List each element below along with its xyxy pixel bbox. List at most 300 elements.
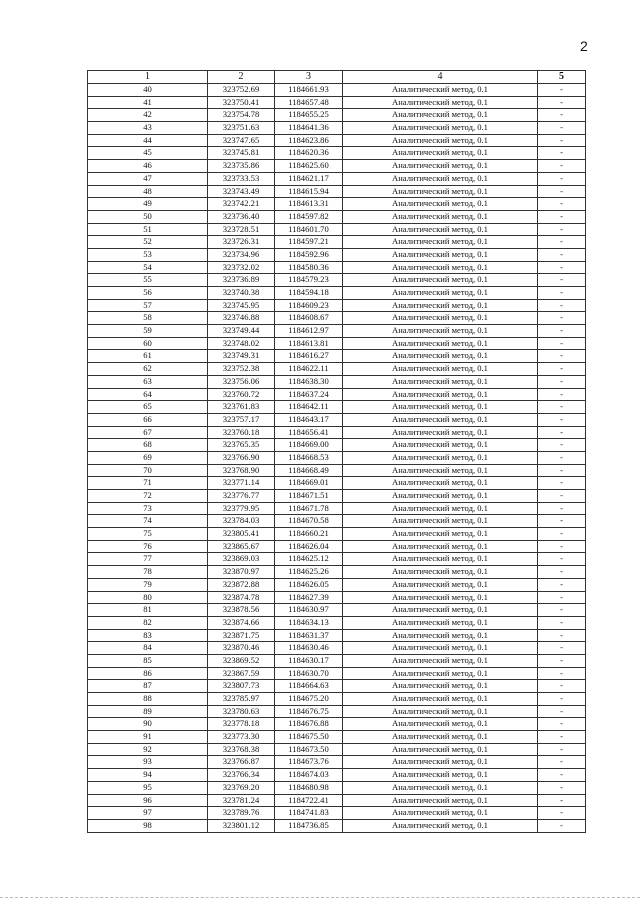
table-row xyxy=(88,413,586,426)
y-coordinate-cell: 1184671.51 xyxy=(275,490,343,503)
note-cell: - xyxy=(538,540,586,553)
method-cell: Аналитический метод, 0.1 xyxy=(343,413,538,426)
note-cell: - xyxy=(538,426,586,439)
point-number-cell: 58 xyxy=(88,312,208,325)
table-row xyxy=(88,616,586,629)
method-cell: Аналитический метод, 0.1 xyxy=(343,490,538,503)
method-cell: Аналитический метод, 0.1 xyxy=(343,743,538,756)
y-coordinate-cell: 1184627.39 xyxy=(275,591,343,604)
note-cell: - xyxy=(538,794,586,807)
y-coordinate-cell: 1184579.23 xyxy=(275,274,343,287)
method-cell: Аналитический метод, 0.1 xyxy=(343,147,538,160)
point-number-cell: 52 xyxy=(88,236,208,249)
note-cell: - xyxy=(538,388,586,401)
note-cell: - xyxy=(538,819,586,832)
method-cell: Аналитический метод, 0.1 xyxy=(343,451,538,464)
table-row xyxy=(88,654,586,667)
x-coordinate-cell: 323766.87 xyxy=(208,756,275,769)
x-coordinate-cell: 323865.67 xyxy=(208,540,275,553)
y-coordinate-cell: 1184664.63 xyxy=(275,680,343,693)
point-number-cell: 67 xyxy=(88,426,208,439)
y-coordinate-cell: 1184626.05 xyxy=(275,578,343,591)
page-number: 2 xyxy=(580,38,588,54)
table-row xyxy=(88,147,586,160)
y-coordinate-cell: 1184657.48 xyxy=(275,96,343,109)
table-row xyxy=(88,210,586,223)
page-footer-line xyxy=(0,897,640,898)
method-cell: Аналитический метод, 0.1 xyxy=(343,528,538,541)
table-row xyxy=(88,96,586,109)
column-header-1: 1 xyxy=(88,71,208,84)
note-cell: - xyxy=(538,807,586,820)
table-row xyxy=(88,642,586,655)
y-coordinate-cell: 1184621.17 xyxy=(275,172,343,185)
point-number-cell: 49 xyxy=(88,198,208,211)
method-cell: Аналитический метод, 0.1 xyxy=(343,172,538,185)
method-cell: Аналитический метод, 0.1 xyxy=(343,566,538,579)
method-cell: Аналитический метод, 0.1 xyxy=(343,540,538,553)
method-cell: Аналитический метод, 0.1 xyxy=(343,439,538,452)
point-number-cell: 71 xyxy=(88,477,208,490)
y-coordinate-cell: 1184597.82 xyxy=(275,210,343,223)
point-number-cell: 92 xyxy=(88,743,208,756)
point-number-cell: 90 xyxy=(88,718,208,731)
method-cell: Аналитический метод, 0.1 xyxy=(343,693,538,706)
point-number-cell: 98 xyxy=(88,819,208,832)
x-coordinate-cell: 323749.31 xyxy=(208,350,275,363)
x-coordinate-cell: 323752.69 xyxy=(208,84,275,97)
note-cell: - xyxy=(538,705,586,718)
table-row xyxy=(88,756,586,769)
table-row xyxy=(88,540,586,553)
method-cell: Аналитический метод, 0.1 xyxy=(343,426,538,439)
note-cell: - xyxy=(538,274,586,287)
method-cell: Аналитический метод, 0.1 xyxy=(343,388,538,401)
y-coordinate-cell: 1184613.81 xyxy=(275,337,343,350)
table-row xyxy=(88,185,586,198)
point-number-cell: 48 xyxy=(88,185,208,198)
note-cell: - xyxy=(538,616,586,629)
method-cell: Аналитический метод, 0.1 xyxy=(343,96,538,109)
coordinates-table xyxy=(87,70,586,833)
method-cell: Аналитический метод, 0.1 xyxy=(343,464,538,477)
point-number-cell: 47 xyxy=(88,172,208,185)
x-coordinate-cell: 323874.66 xyxy=(208,616,275,629)
point-number-cell: 79 xyxy=(88,578,208,591)
note-cell: - xyxy=(538,451,586,464)
y-coordinate-cell: 1184630.97 xyxy=(275,604,343,617)
y-coordinate-cell: 1184637.24 xyxy=(275,388,343,401)
x-coordinate-cell: 323872.88 xyxy=(208,578,275,591)
y-coordinate-cell: 1184630.46 xyxy=(275,642,343,655)
y-coordinate-cell: 1184580.36 xyxy=(275,261,343,274)
x-coordinate-cell: 323760.18 xyxy=(208,426,275,439)
x-coordinate-cell: 323757.17 xyxy=(208,413,275,426)
note-cell: - xyxy=(538,502,586,515)
x-coordinate-cell: 323870.97 xyxy=(208,566,275,579)
point-number-cell: 55 xyxy=(88,274,208,287)
note-cell: - xyxy=(538,287,586,300)
point-number-cell: 46 xyxy=(88,160,208,173)
y-coordinate-cell: 1184661.93 xyxy=(275,84,343,97)
point-number-cell: 81 xyxy=(88,604,208,617)
method-cell: Аналитический метод, 0.1 xyxy=(343,274,538,287)
note-cell: - xyxy=(538,96,586,109)
table-row xyxy=(88,325,586,338)
x-coordinate-cell: 323726.31 xyxy=(208,236,275,249)
y-coordinate-cell: 1184609.23 xyxy=(275,299,343,312)
table-row xyxy=(88,490,586,503)
table-row xyxy=(88,604,586,617)
point-number-cell: 73 xyxy=(88,502,208,515)
method-cell: Аналитический метод, 0.1 xyxy=(343,299,538,312)
x-coordinate-cell: 323768.38 xyxy=(208,743,275,756)
x-coordinate-cell: 323732.02 xyxy=(208,261,275,274)
table-row xyxy=(88,350,586,363)
point-number-cell: 66 xyxy=(88,413,208,426)
x-coordinate-cell: 323743.49 xyxy=(208,185,275,198)
method-cell: Аналитический метод, 0.1 xyxy=(343,223,538,236)
x-coordinate-cell: 323736.89 xyxy=(208,274,275,287)
method-cell: Аналитический метод, 0.1 xyxy=(343,756,538,769)
x-coordinate-cell: 323761.83 xyxy=(208,401,275,414)
table-header-row xyxy=(88,71,586,84)
x-coordinate-cell: 323748.02 xyxy=(208,337,275,350)
note-cell: - xyxy=(538,160,586,173)
table-row xyxy=(88,375,586,388)
table-row xyxy=(88,84,586,97)
note-cell: - xyxy=(538,325,586,338)
column-header-5: 5 xyxy=(538,71,586,84)
x-coordinate-cell: 323740.38 xyxy=(208,287,275,300)
table-row xyxy=(88,109,586,122)
table-row xyxy=(88,312,586,325)
note-cell: - xyxy=(538,248,586,261)
y-coordinate-cell: 1184673.50 xyxy=(275,743,343,756)
table-row xyxy=(88,769,586,782)
column-header-3: 3 xyxy=(275,71,343,84)
y-coordinate-cell: 1184660.21 xyxy=(275,528,343,541)
note-cell: - xyxy=(538,84,586,97)
note-cell: - xyxy=(538,629,586,642)
y-coordinate-cell: 1184594.18 xyxy=(275,287,343,300)
table-row xyxy=(88,502,586,515)
method-cell: Аналитический метод, 0.1 xyxy=(343,287,538,300)
table-row xyxy=(88,287,586,300)
point-number-cell: 45 xyxy=(88,147,208,160)
point-number-cell: 76 xyxy=(88,540,208,553)
note-cell: - xyxy=(538,198,586,211)
x-coordinate-cell: 323742.21 xyxy=(208,198,275,211)
point-number-cell: 96 xyxy=(88,794,208,807)
note-cell: - xyxy=(538,439,586,452)
point-number-cell: 87 xyxy=(88,680,208,693)
method-cell: Аналитический метод, 0.1 xyxy=(343,680,538,693)
note-cell: - xyxy=(538,515,586,528)
method-cell: Аналитический метод, 0.1 xyxy=(343,578,538,591)
point-number-cell: 88 xyxy=(88,693,208,706)
point-number-cell: 86 xyxy=(88,667,208,680)
x-coordinate-cell: 323734.96 xyxy=(208,248,275,261)
point-number-cell: 43 xyxy=(88,122,208,135)
table-row xyxy=(88,819,586,832)
y-coordinate-cell: 1184626.04 xyxy=(275,540,343,553)
method-cell: Аналитический метод, 0.1 xyxy=(343,654,538,667)
y-coordinate-cell: 1184669.00 xyxy=(275,439,343,452)
note-cell: - xyxy=(538,769,586,782)
x-coordinate-cell: 323785.97 xyxy=(208,693,275,706)
table-row xyxy=(88,337,586,350)
y-coordinate-cell: 1184592.96 xyxy=(275,248,343,261)
method-cell: Аналитический метод, 0.1 xyxy=(343,84,538,97)
note-cell: - xyxy=(538,743,586,756)
x-coordinate-cell: 323754.78 xyxy=(208,109,275,122)
note-cell: - xyxy=(538,528,586,541)
note-cell: - xyxy=(538,312,586,325)
point-number-cell: 80 xyxy=(88,591,208,604)
point-number-cell: 91 xyxy=(88,731,208,744)
method-cell: Аналитический метод, 0.1 xyxy=(343,769,538,782)
method-cell: Аналитический метод, 0.1 xyxy=(343,248,538,261)
method-cell: Аналитический метод, 0.1 xyxy=(343,236,538,249)
column-header-2: 2 xyxy=(208,71,275,84)
y-coordinate-cell: 1184616.27 xyxy=(275,350,343,363)
point-number-cell: 40 xyxy=(88,84,208,97)
point-number-cell: 54 xyxy=(88,261,208,274)
point-number-cell: 72 xyxy=(88,490,208,503)
table-row xyxy=(88,781,586,794)
method-cell: Аналитический метод, 0.1 xyxy=(343,185,538,198)
table-row xyxy=(88,160,586,173)
y-coordinate-cell: 1184722.41 xyxy=(275,794,343,807)
point-number-cell: 74 xyxy=(88,515,208,528)
point-number-cell: 59 xyxy=(88,325,208,338)
x-coordinate-cell: 323874.78 xyxy=(208,591,275,604)
table-row xyxy=(88,451,586,464)
method-cell: Аналитический метод, 0.1 xyxy=(343,312,538,325)
y-coordinate-cell: 1184668.53 xyxy=(275,451,343,464)
method-cell: Аналитический метод, 0.1 xyxy=(343,616,538,629)
y-coordinate-cell: 1184601.70 xyxy=(275,223,343,236)
note-cell: - xyxy=(538,654,586,667)
table-row xyxy=(88,578,586,591)
note-cell: - xyxy=(538,604,586,617)
y-coordinate-cell: 1184641.36 xyxy=(275,122,343,135)
table-row xyxy=(88,477,586,490)
y-coordinate-cell: 1184656.41 xyxy=(275,426,343,439)
y-coordinate-cell: 1184674.03 xyxy=(275,769,343,782)
table-row xyxy=(88,807,586,820)
note-cell: - xyxy=(538,781,586,794)
note-cell: - xyxy=(538,718,586,731)
table-row xyxy=(88,629,586,642)
table-row xyxy=(88,299,586,312)
method-cell: Аналитический метод, 0.1 xyxy=(343,401,538,414)
method-cell: Аналитический метод, 0.1 xyxy=(343,794,538,807)
point-number-cell: 65 xyxy=(88,401,208,414)
note-cell: - xyxy=(538,464,586,477)
method-cell: Аналитический метод, 0.1 xyxy=(343,819,538,832)
point-number-cell: 75 xyxy=(88,528,208,541)
note-cell: - xyxy=(538,172,586,185)
point-number-cell: 63 xyxy=(88,375,208,388)
x-coordinate-cell: 323805.41 xyxy=(208,528,275,541)
point-number-cell: 77 xyxy=(88,553,208,566)
y-coordinate-cell: 1184675.50 xyxy=(275,731,343,744)
table-row xyxy=(88,528,586,541)
x-coordinate-cell: 323733.53 xyxy=(208,172,275,185)
note-cell: - xyxy=(538,134,586,147)
method-cell: Аналитический метод, 0.1 xyxy=(343,591,538,604)
x-coordinate-cell: 323781.24 xyxy=(208,794,275,807)
method-cell: Аналитический метод, 0.1 xyxy=(343,363,538,376)
y-coordinate-cell: 1184612.97 xyxy=(275,325,343,338)
method-cell: Аналитический метод, 0.1 xyxy=(343,807,538,820)
note-cell: - xyxy=(538,490,586,503)
note-cell: - xyxy=(538,401,586,414)
table-body xyxy=(88,84,586,833)
table-row xyxy=(88,439,586,452)
point-number-cell: 42 xyxy=(88,109,208,122)
x-coordinate-cell: 323756.06 xyxy=(208,375,275,388)
point-number-cell: 93 xyxy=(88,756,208,769)
x-coordinate-cell: 323752.38 xyxy=(208,363,275,376)
note-cell: - xyxy=(538,731,586,744)
method-cell: Аналитический метод, 0.1 xyxy=(343,109,538,122)
x-coordinate-cell: 323751.63 xyxy=(208,122,275,135)
method-cell: Аналитический метод, 0.1 xyxy=(343,198,538,211)
y-coordinate-cell: 1184630.70 xyxy=(275,667,343,680)
y-coordinate-cell: 1184613.31 xyxy=(275,198,343,211)
method-cell: Аналитический метод, 0.1 xyxy=(343,160,538,173)
table-row xyxy=(88,566,586,579)
note-cell: - xyxy=(538,185,586,198)
x-coordinate-cell: 323869.03 xyxy=(208,553,275,566)
point-number-cell: 50 xyxy=(88,210,208,223)
point-number-cell: 78 xyxy=(88,566,208,579)
note-cell: - xyxy=(538,350,586,363)
x-coordinate-cell: 323779.95 xyxy=(208,502,275,515)
point-number-cell: 95 xyxy=(88,781,208,794)
point-number-cell: 44 xyxy=(88,134,208,147)
point-number-cell: 62 xyxy=(88,363,208,376)
method-cell: Аналитический метод, 0.1 xyxy=(343,210,538,223)
note-cell: - xyxy=(538,477,586,490)
note-cell: - xyxy=(538,236,586,249)
note-cell: - xyxy=(538,693,586,706)
x-coordinate-cell: 323871.75 xyxy=(208,629,275,642)
table-row xyxy=(88,172,586,185)
note-cell: - xyxy=(538,363,586,376)
table-row xyxy=(88,464,586,477)
point-number-cell: 64 xyxy=(88,388,208,401)
note-cell: - xyxy=(538,122,586,135)
point-number-cell: 60 xyxy=(88,337,208,350)
x-coordinate-cell: 323773.30 xyxy=(208,731,275,744)
y-coordinate-cell: 1184625.12 xyxy=(275,553,343,566)
point-number-cell: 94 xyxy=(88,769,208,782)
x-coordinate-cell: 323760.72 xyxy=(208,388,275,401)
method-cell: Аналитический метод, 0.1 xyxy=(343,781,538,794)
y-coordinate-cell: 1184643.17 xyxy=(275,413,343,426)
note-cell: - xyxy=(538,223,586,236)
x-coordinate-cell: 323749.44 xyxy=(208,325,275,338)
y-coordinate-cell: 1184676.75 xyxy=(275,705,343,718)
point-number-cell: 53 xyxy=(88,248,208,261)
note-cell: - xyxy=(538,642,586,655)
y-coordinate-cell: 1184634.13 xyxy=(275,616,343,629)
table-row xyxy=(88,198,586,211)
method-cell: Аналитический метод, 0.1 xyxy=(343,375,538,388)
x-coordinate-cell: 323750.41 xyxy=(208,96,275,109)
table-row xyxy=(88,515,586,528)
y-coordinate-cell: 1184597.21 xyxy=(275,236,343,249)
y-coordinate-cell: 1184625.60 xyxy=(275,160,343,173)
method-cell: Аналитический метод, 0.1 xyxy=(343,515,538,528)
point-number-cell: 85 xyxy=(88,654,208,667)
note-cell: - xyxy=(538,566,586,579)
note-cell: - xyxy=(538,147,586,160)
method-cell: Аналитический метод, 0.1 xyxy=(343,718,538,731)
note-cell: - xyxy=(538,756,586,769)
x-coordinate-cell: 323771.14 xyxy=(208,477,275,490)
y-coordinate-cell: 1184673.76 xyxy=(275,756,343,769)
method-cell: Аналитический метод, 0.1 xyxy=(343,642,538,655)
table-row xyxy=(88,591,586,604)
method-cell: Аналитический метод, 0.1 xyxy=(343,261,538,274)
x-coordinate-cell: 323765.35 xyxy=(208,439,275,452)
y-coordinate-cell: 1184741.83 xyxy=(275,807,343,820)
x-coordinate-cell: 323769.20 xyxy=(208,781,275,794)
method-cell: Аналитический метод, 0.1 xyxy=(343,553,538,566)
x-coordinate-cell: 323784.03 xyxy=(208,515,275,528)
y-coordinate-cell: 1184642.11 xyxy=(275,401,343,414)
method-cell: Аналитический метод, 0.1 xyxy=(343,667,538,680)
table-row xyxy=(88,248,586,261)
y-coordinate-cell: 1184671.78 xyxy=(275,502,343,515)
point-number-cell: 61 xyxy=(88,350,208,363)
method-cell: Аналитический метод, 0.1 xyxy=(343,134,538,147)
x-coordinate-cell: 323789.76 xyxy=(208,807,275,820)
method-cell: Аналитический метод, 0.1 xyxy=(343,705,538,718)
note-cell: - xyxy=(538,413,586,426)
x-coordinate-cell: 323736.40 xyxy=(208,210,275,223)
table-row xyxy=(88,261,586,274)
point-number-cell: 68 xyxy=(88,439,208,452)
point-number-cell: 56 xyxy=(88,287,208,300)
note-cell: - xyxy=(538,375,586,388)
note-cell: - xyxy=(538,210,586,223)
table-row xyxy=(88,401,586,414)
table-row xyxy=(88,274,586,287)
table-row xyxy=(88,122,586,135)
table-row xyxy=(88,680,586,693)
point-number-cell: 41 xyxy=(88,96,208,109)
point-number-cell: 84 xyxy=(88,642,208,655)
point-number-cell: 57 xyxy=(88,299,208,312)
y-coordinate-cell: 1184623.86 xyxy=(275,134,343,147)
y-coordinate-cell: 1184669.01 xyxy=(275,477,343,490)
x-coordinate-cell: 323807.73 xyxy=(208,680,275,693)
x-coordinate-cell: 323747.65 xyxy=(208,134,275,147)
note-cell: - xyxy=(538,553,586,566)
x-coordinate-cell: 323878.56 xyxy=(208,604,275,617)
method-cell: Аналитический метод, 0.1 xyxy=(343,731,538,744)
table-row xyxy=(88,667,586,680)
x-coordinate-cell: 323746.88 xyxy=(208,312,275,325)
y-coordinate-cell: 1184622.11 xyxy=(275,363,343,376)
method-cell: Аналитический метод, 0.1 xyxy=(343,350,538,363)
